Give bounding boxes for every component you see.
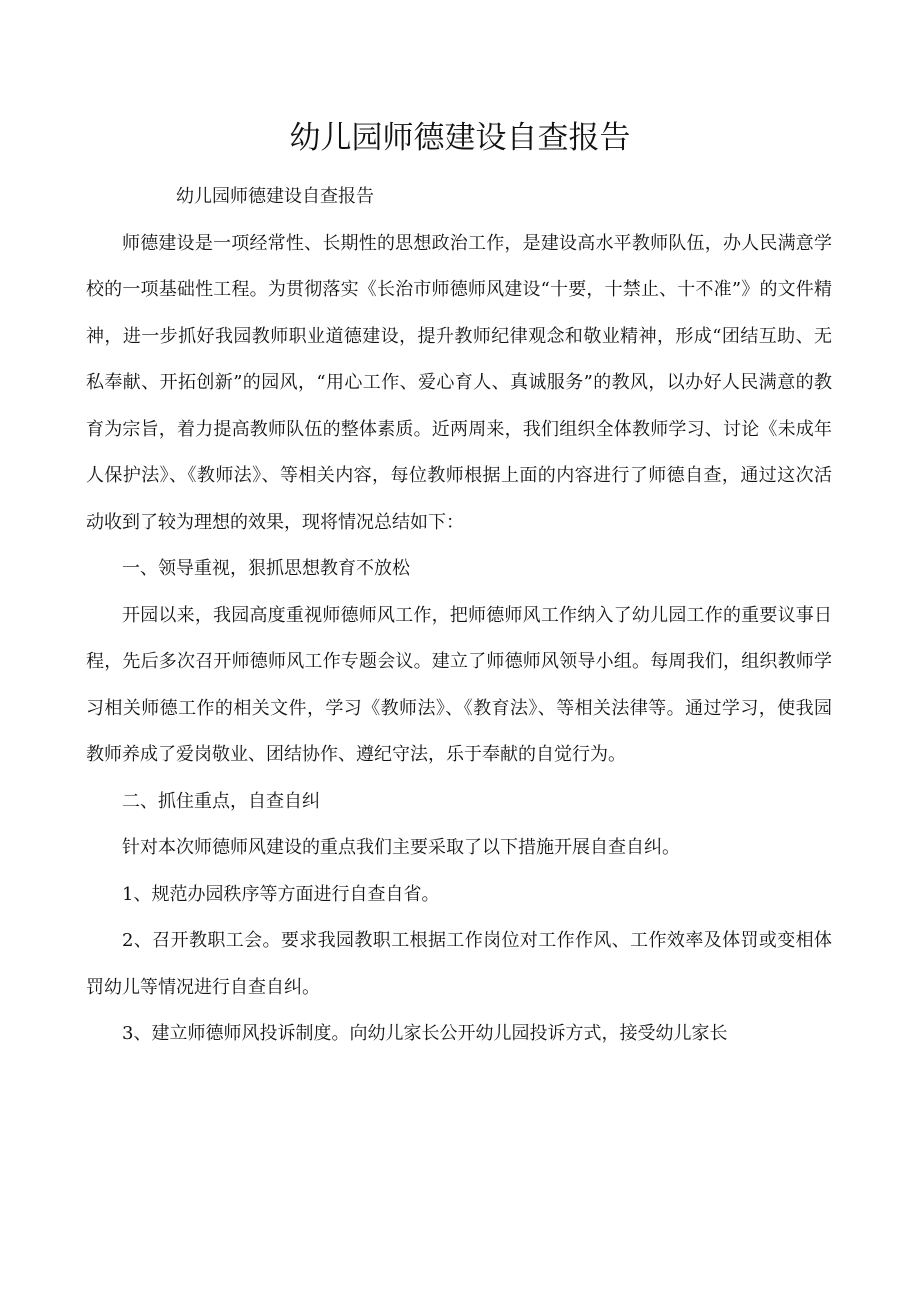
list-item-2: 2、召开教职工会。要求我园教职工根据工作岗位对工作作风、工作效率及体罚或变相体罚幼儿等情况进行自查自纠。 (86, 930, 832, 998)
list-item-1: 1、规范办园秩序等方面进行自查自省。 (122, 883, 440, 905)
section-heading-2: 二、抓住重点，自查自纠 (122, 790, 320, 812)
document-subtitle: 幼儿园师德建设自查报告 (176, 186, 374, 207)
section-heading-1: 一、领导重视，狠抓思想教育不放松 (122, 558, 410, 579)
document-title: 幼儿园师德建设自查报告 (289, 120, 631, 156)
paragraph-section-2-intro: 针对本次师德师风建设的重点我们主要采取了以下措施开展自查自纠。 (122, 837, 680, 858)
list-item-3: 3、建立师德师风投诉制度。向幼儿家长公开幼儿园投诉方式，接受幼儿家长 (122, 1023, 728, 1044)
paragraph-section-1: 开园以来，我园高度重视师德师风工作，把师德师风工作纳入了幼儿园工作的重要议事日程，先后多次召开师德师风工作专题会议。建立了师德师风领导小组。每周我们，组织教师学习相关师德工作的相关文件，学习《教师法》、《教育法》、等相关法律等。通过学习，使我园教师养成了爱岗敬业、团结协作、遵纪守法，乐于奉献的自觉行为。 (86, 604, 832, 765)
paragraph-intro: 师德建设是一项经常性、长期性的思想政治工作，是建设高水平教师队伍，办人民满意学校的一项基础性工程。为贯彻落实《长治市师德师风建设“十要，十禁止、十不准”》的文件精神，进一步抓好我园教师职业道德建设，提升教师纪律观念和敬业精神，形成“团结互助、无私奉献、开拓创新”的园风，“用心工作、爱心育人、真诚服务”的教风，以办好人民满意的教育为宗旨，着力提高教师队伍的整体素质。近两周来，我们组织全体教师学习、讨论《未成年人保护法》、《教师法》、等相关内容，每位教师根据上面的内容进行了师德自查，通过这次活动收到了较为理想的效果，现将情况总结如下： (86, 232, 832, 533)
document-body (86, 174, 832, 1058)
